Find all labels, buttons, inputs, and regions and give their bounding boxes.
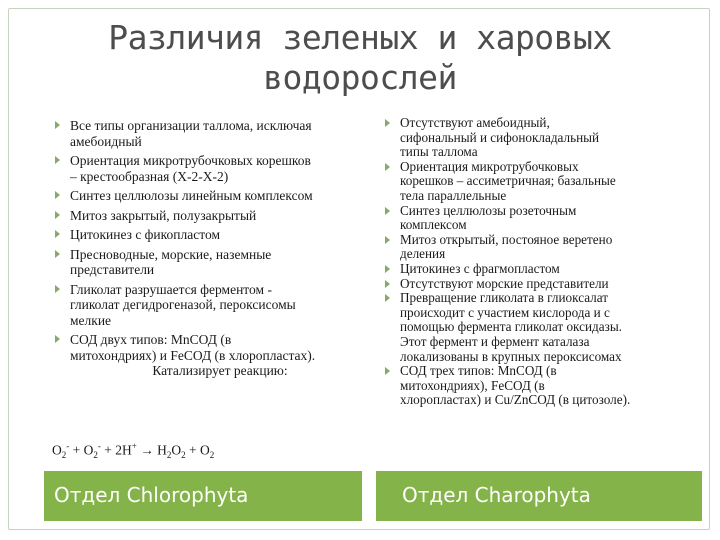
list-item [52, 282, 370, 329]
bullet-arrow-icon [55, 285, 60, 293]
list-item: Митоз открытый, постояное веретено деления [382, 233, 700, 262]
item-text: гликолат дегидрогеназой, пероксисомы [70, 297, 296, 312]
item-text: амебоидный [70, 133, 142, 149]
list-item [52, 188, 370, 204]
list-item [52, 332, 370, 379]
chlorophyta-label-bar [44, 471, 362, 521]
item-text: Все типы организации таллома, исключая [70, 118, 312, 133]
bullet-arrow-icon [385, 280, 390, 288]
list-item [52, 227, 370, 243]
item-text: Синтез целлюлозы линейным комплексом [70, 188, 313, 203]
chlorophyta-label: Отдел Chlorophyta [54, 483, 249, 507]
item-text: Цитокинез с фикопластом [70, 227, 220, 242]
list-item [52, 208, 370, 224]
bullet-arrow-icon [385, 367, 390, 375]
item-text: митохондриях) и FeСОД (в хлоропластах). [70, 347, 316, 363]
reaction-formula: $O_2^- + O_2^- + 2H^+ \to H_2O_2 + O_2$ [52, 441, 215, 461]
bullet-arrow-icon [385, 207, 390, 215]
bullet-arrow-icon [55, 230, 60, 238]
item-text: Ориентация микротрубочковых корешков [70, 153, 311, 168]
list-item: Синтез целлюлозы розеточным комплексом [382, 204, 700, 233]
bullet-arrow-icon [55, 335, 60, 343]
list-item: Отсутствуют морские представители [382, 277, 700, 292]
bullet-arrow-icon [55, 191, 60, 199]
bullet-arrow-icon [385, 265, 390, 273]
item-text: Пресноводные, морские, наземные [70, 246, 272, 262]
title-line-2: водорослей [263, 58, 457, 97]
list-item: СОД трех типов: MnСОД (в митохондриях), FeСОД (в хлоропластах) и Cu/ZnСОД (в цитозоле). [382, 364, 700, 408]
list-item [52, 118, 370, 149]
list-item: Цитокинез с фрагмопластом [382, 262, 700, 277]
bullet-arrow-icon [385, 236, 390, 244]
bullet-arrow-icon [55, 250, 60, 258]
bullet-arrow-icon [385, 163, 390, 171]
item-text: Гликолат разрушается ферментом - [70, 281, 272, 297]
item-text: Митоз закрытый, полузакрытый [70, 207, 257, 223]
item-text: мелкие [70, 312, 112, 328]
bullet-arrow-icon [55, 121, 60, 129]
item-text: СОД двух типов: MnСОД (в [70, 332, 232, 347]
chlorophyta-list [52, 118, 370, 383]
item-text: – крестообразная (X-2-X-2) [70, 168, 229, 184]
bullet-arrow-icon [55, 156, 60, 164]
charophyta-list [382, 116, 700, 408]
item-text: представители [70, 262, 155, 277]
bullet-arrow-icon [385, 294, 390, 302]
list-item [52, 153, 370, 184]
title-line-1: Различия зеленых и харовых [108, 18, 612, 57]
list-item: Отсутствуют амебоидный, сифональный и сифонокладальный типы таллома [382, 116, 700, 160]
item-text: Катализирует реакцию: [152, 363, 288, 378]
list-item: Превращение гликолата в глиоксалат происходит с участием кислорода и с помощью фермента гликолат оксидазы. Этот фермент и фермент каталаза локализованы в крупных пероксисомах [382, 291, 700, 364]
bullet-arrow-icon [385, 119, 390, 127]
list-item: Ориентация микротрубочковых корешков – ассиметричная; базальные тела параллельные [382, 160, 700, 204]
charophyta-label-bar [376, 471, 702, 521]
list-item [52, 247, 370, 278]
charophyta-label: Отдел Charophyta [402, 483, 591, 507]
slide-title [60, 18, 660, 98]
bullet-arrow-icon [55, 211, 60, 219]
